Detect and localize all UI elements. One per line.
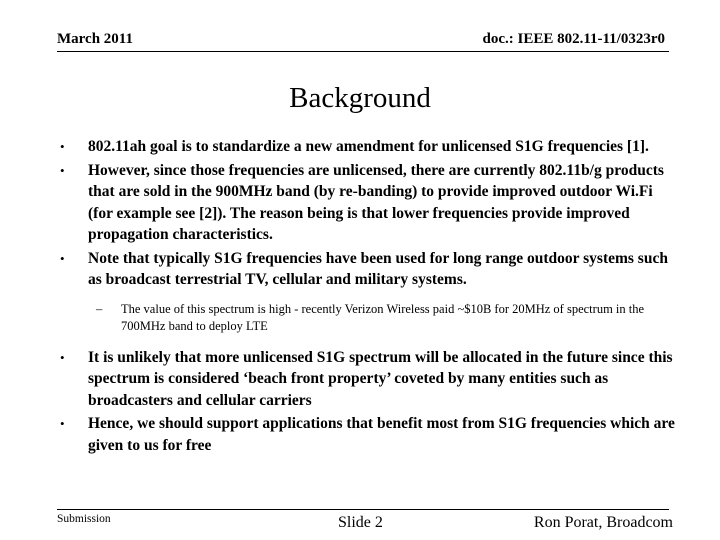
footer-slide-number: Slide 2 — [338, 514, 383, 531]
bullet-marker: • — [60, 416, 65, 431]
bullet-text: 802.11ah goal is to standardize a new amendment for unlicensed S1G frequencies [1]. — [88, 138, 649, 155]
bullet-item — [55, 160, 675, 246]
bullet-marker: • — [60, 349, 65, 365]
bullet-text: It is unlikely that more unlicensed S1G spectrum will be allocated in the future since this spectrum is considered ‘beach front property’ coveted by many entities such as broadcasters and cellular carriers — [88, 348, 673, 409]
bullet-text: However, since those frequencies are unlicensed, there are currently 802.11b/g products that are sold in the 900MHz band (by re-banding) to provide improved outdoor Wi.Fi (for example see [2]). The reason being is that lower frequencies provide improved propagation characteristics. — [88, 161, 664, 243]
bullet-item — [55, 347, 675, 412]
header-divider — [57, 51, 669, 52]
bullet-text: Note that typically S1G frequencies have been used for long range outdoor systems such as broadcast terrestrial TV, cellular and military systems. — [88, 249, 668, 288]
bullet-marker: • — [60, 162, 65, 178]
slide-title: Background — [289, 82, 431, 114]
bullet-item — [55, 248, 675, 291]
sub-bullet-item — [55, 301, 675, 336]
slide-body — [55, 136, 675, 458]
sub-bullet-marker: – — [96, 301, 103, 316]
bullet-item — [55, 413, 675, 456]
header-doc-id: doc.: IEEE 802.11-11/0323r0 — [482, 31, 665, 47]
bullet-item — [55, 136, 675, 158]
footer-divider — [57, 509, 669, 510]
header-date: March 2011 — [57, 31, 133, 47]
footer-author: Ron Porat, Broadcom — [533, 514, 673, 531]
bullet-text: Hence, we should support applications that benefit most from S1G frequencies which are given to us for free — [88, 415, 675, 454]
bullet-marker: • — [60, 250, 65, 266]
sub-bullet-text: The value of this spectrum is high - recently Verizon Wireless paid ~$10B for 20MHz of spectrum in the 700MHz band to deploy LTE — [121, 301, 645, 333]
bullet-marker: • — [60, 139, 65, 154]
footer-submission: Submission — [57, 513, 111, 525]
